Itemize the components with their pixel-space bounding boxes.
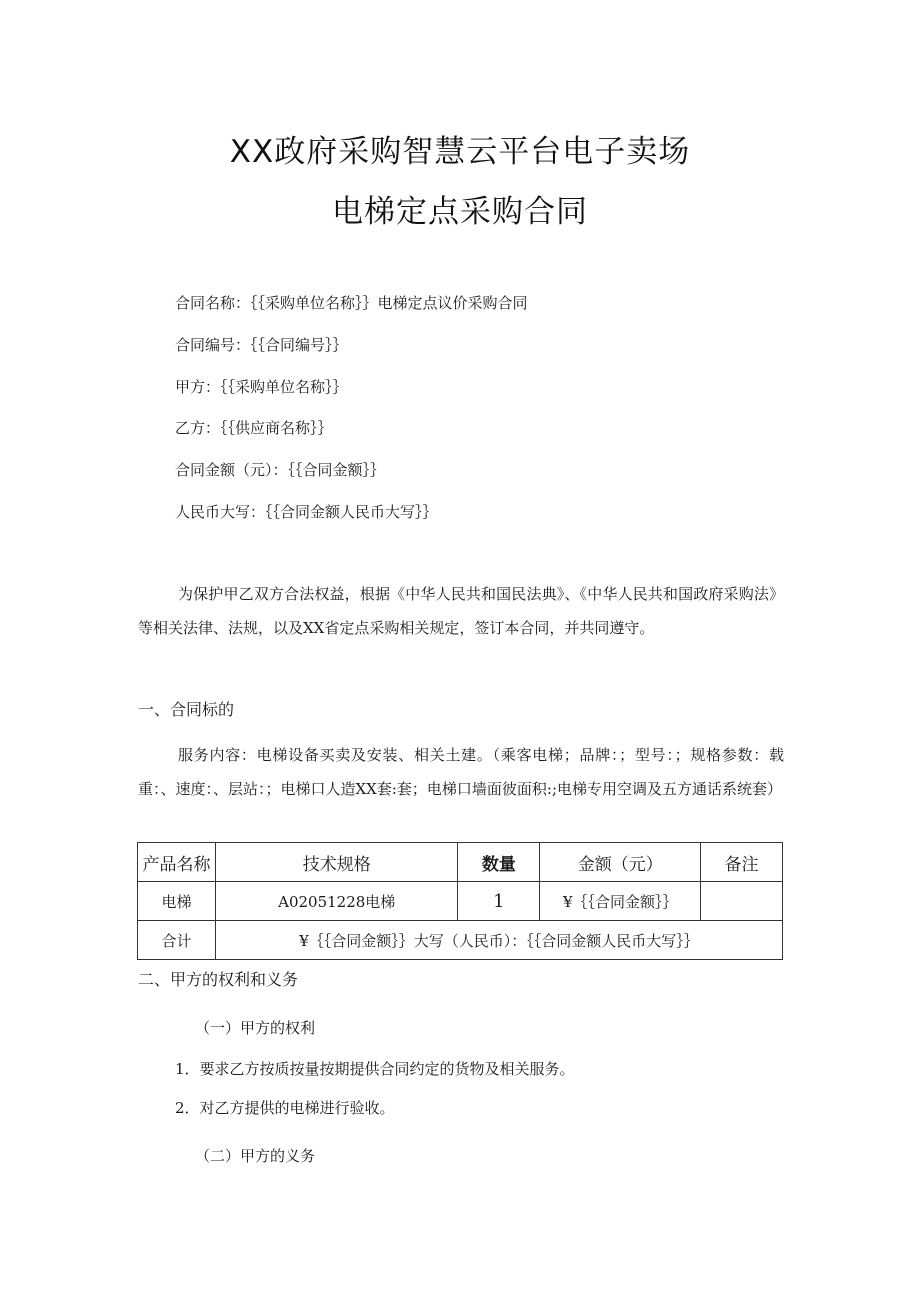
rights-heading: （一）甲方的权利 bbox=[195, 1019, 316, 1037]
cell-technical-spec: A02051228电梯 bbox=[215, 882, 458, 921]
header-technical-spec: 技术规格 bbox=[215, 843, 458, 882]
preamble-paragraph: 为保护甲乙双方合法权益，根据《中华人民共和国民法典》、《中华人民共和国政府采购法》等相关法律、法规，以及XX省定点采购相关规定，签订本合同，并共同遵守。 bbox=[138, 585, 784, 637]
document-title-line1: XX政府采购智慧云平台电子卖场 bbox=[229, 134, 691, 170]
rights-item-1: 1．要求乙方按质按量按期提供合同约定的货物及相关服务。 bbox=[175, 1060, 575, 1078]
party-a: 甲方：｛｛采购单位名称｝｝ bbox=[175, 378, 348, 396]
document-title-line2: 电梯定点采购合同 bbox=[332, 194, 588, 230]
amount-in-words: 人民币大写：｛｛合同金额人民币大写｝｝ bbox=[175, 503, 438, 521]
header-quantity: 数量 bbox=[458, 843, 540, 882]
cell-total-label: 合计 bbox=[138, 921, 216, 960]
header-remarks: 备注 bbox=[701, 843, 783, 882]
contract-number: 合同编号：｛｛合同编号｝｝ bbox=[175, 336, 348, 354]
cell-product-name: 电梯 bbox=[138, 882, 216, 921]
table-row bbox=[138, 882, 783, 921]
table-total-row bbox=[138, 921, 783, 960]
service-content-paragraph: 服务内容：电梯设备买卖及安装、相关土建。（乘客电梯；品牌：；型号：；规格参数：载重：、速度：、层站：；电梯口人造XX套:套；电梯口墙面彼面积:;电梯专用空调及五方通话系统套） bbox=[138, 746, 784, 798]
cell-quantity: 1 bbox=[458, 882, 540, 921]
goods-table bbox=[137, 842, 783, 960]
contract-name: 合同名称：｛｛采购单位名称｝｝电梯定点议价采购合同 bbox=[175, 294, 528, 312]
table-header-row bbox=[138, 843, 783, 882]
cell-remarks bbox=[701, 882, 783, 921]
duties-heading: （二）甲方的义务 bbox=[195, 1147, 316, 1165]
cell-amount: ¥｛｛合同金额｝｝ bbox=[540, 882, 701, 921]
contract-amount: 合同金额（元）：｛｛合同金额｝｝ bbox=[175, 461, 386, 479]
party-b: 乙方：｛｛供应商名称｝｝ bbox=[175, 419, 333, 437]
section2-heading: 二、甲方的权利和义务 bbox=[138, 970, 299, 989]
header-product-name: 产品名称 bbox=[138, 843, 216, 882]
cell-total-value: ¥｛｛合同金额｝｝大写（人民币）：｛｛合同金额人民币大写｝｝ bbox=[215, 921, 782, 960]
header-amount: 金额（元） bbox=[540, 843, 701, 882]
section1-heading: 一、合同标的 bbox=[138, 700, 235, 719]
rights-item-2: 2．对乙方提供的电梯进行验收。 bbox=[175, 1099, 395, 1117]
